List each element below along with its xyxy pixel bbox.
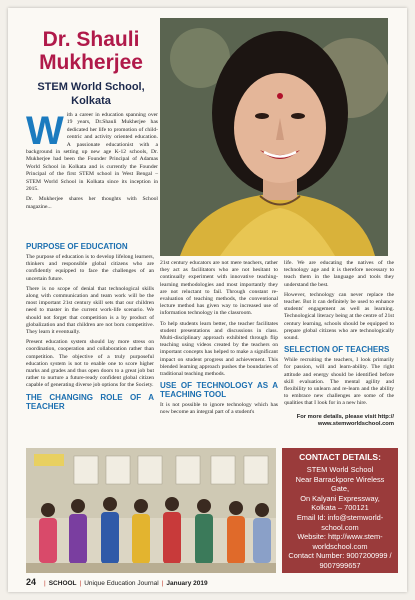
contact-line: Near Barrackpore Wireless [295,474,385,484]
group-photo-illustration [26,448,276,573]
portrait-illustration [160,18,388,256]
details-link-line-2: www.stemworldschool.com [317,421,394,428]
contact-line: STEM World School [306,465,374,474]
col2-paragraph-2: To help students learn better, the teacher facilitates student presentations and discussions in class. Multi-disciplinary approach exhibited through flip teaching using videos created by the teachers on important concepts has helped to make a significant impact on student progress and achievement. This blended learning approach pushes the boundaries of traditional teaching methods. [160,320,278,378]
column-3 [284,260,394,429]
contact-phone-line-2: 9007999657 [319,560,361,570]
group-photo [26,448,276,573]
contact-line: On Kalyani Expressway, [300,493,380,503]
col2-paragraph-1: 21st century educators are not mere teachers, rather they act as facilitators who are not hesitant to continually experiment with innovative teaching-learning methodologies and most importantly they are not reluctant to fail. Through constant re-evaluation of teaching methods, the conventional lecture method has given way to increased use of information technology in the classroom. [160,260,278,317]
heading-selection-of-teachers: SELECTION OF TEACHERS [284,345,390,355]
col1-paragraph-2: There is no scope of denial that technological skills along with communication and team work will be the most important 21st century skill sets that our children need to master in the current work-life scenario. We should not forget that competition is a by product of globalization and that children are not born competitive. They learn it eventually. [26,285,154,336]
col1-paragraph-3: Present education system should lay more stress on coordination, cooperation and collaboration rather than competition. The objective of a truly purposeful education system is not to enable one to score higher marks and grades and thus open doors to a great job but rather to nurture a future-ready confident global citizen capable of generating diverse job options for the Society. [26,339,154,389]
col3-paragraph-2: However, technology can never replace the teacher. But it can definitely be used to enhance students' engagement as well as learning. Technological literacy being at the centre of 21st century learning, schools should be equipped to prepare global citizens who are technologically sound. [284,291,394,342]
contact-phone [286,551,394,570]
column-2 [160,260,278,420]
contact-heading: CONTACT DETAILS: [299,452,381,462]
contact-website[interactable] [286,532,394,551]
contact-email[interactable] [286,513,394,532]
affiliation-line-1: STEM World School, [37,81,145,93]
details-link[interactable] [284,414,394,429]
contact-website-line-1: Website: http://www.stem- [297,532,383,542]
intro-paragraph-1: ith a career in education spanning over 19 years, Dr.Shauli Mukherjee has dedicated her life to promotion of child-centric and activity oriented education. A passionate educationist with a background in setting up new age K-12 schools, Dr. Mukherjee had been the Founder Principal of Adamas World School in Kolkata and is currently the Founder Principal of the first STEM school in West Bengal – STEM World School in Kolkata since its inception in 2015. [26,112,158,193]
footer-journal: Unique Education Journal [84,580,159,587]
contact-email-line-1: Email Id: info@stemworld- [296,512,384,522]
intro-paragraph-2: Dr. Mukherjee shares her thoughts with School magazine... [26,196,158,210]
contact-details-box [282,448,398,573]
contact-website-line-2: worldschool.com [312,541,368,551]
intro-text [26,109,158,214]
profile-name: Dr. Shauli Mukherjee [39,28,143,74]
contact-email-line-2: school.com [321,522,359,532]
footer-separator: | [44,580,46,587]
heading-use-of-technology: USE OF TECHNOLOGY AS A TEACHING TOOL [160,381,278,400]
portrait-photo [160,18,388,256]
contact-phone-line-1: Contact Number: 9007200999 / [288,551,392,561]
footer-separator: | [79,580,82,587]
page-number: 24 [26,577,37,587]
affiliation-line-2: Kolkata [71,95,111,107]
col3-paragraph-3: While recruiting the teachers, I look primarily for passion, will and learn-ability. The right attitude and energy should be identified before skill evaluation. The mental agility and flexibility to unlearn and re-learn and the ability to embrace new challenges are some of the qualities that I look for in a new hire. [284,357,394,407]
col2-paragraph-3: It is not possible to ignore technology which has now become an integral part of a student's [160,402,278,416]
contact-line: Kolkata – 700121 [311,503,369,513]
col1-paragraph-1: The purpose of education is to develop lifelong learners, thinkers and responsible global citizens who are confidently equipped to face the challenges of an uncertain future. [26,254,154,282]
footer-date: January 2019 [166,580,208,587]
contact-line: Gate, [330,484,350,494]
profile-affiliation [26,80,156,108]
footer-separator: | [161,580,164,587]
footer-magazine: SCHOOL [48,580,77,587]
heading-purpose-of-education: PURPOSE OF EDUCATION [26,242,128,251]
col3-paragraph-1: life. We are educating the natives of the technology age and it is therefore necessary to teach them in the language and tools they understand the best. [284,260,394,288]
heading-changing-role-of-teacher: THE CHANGING ROLE OF A TEACHER [26,392,154,411]
magazine-page [8,8,407,592]
dropcap: W [26,109,64,153]
details-link-line-1: For more details, please visit http:// [296,413,394,420]
page-footer [26,576,396,588]
column-1 [26,240,154,414]
